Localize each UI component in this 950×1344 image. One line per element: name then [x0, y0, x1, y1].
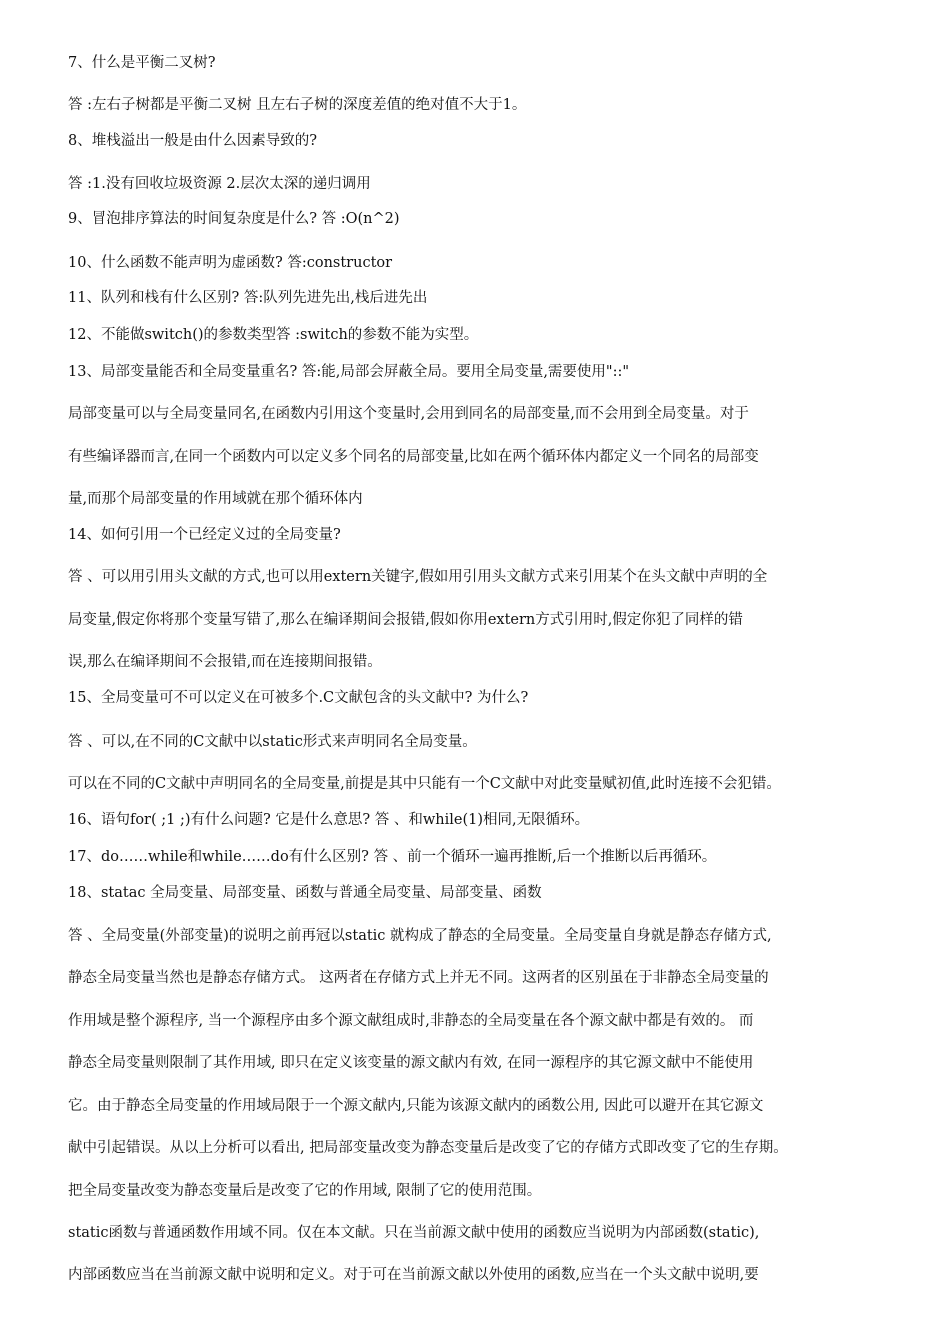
paragraph-line: 静态全局变量当然也是静态存储方式。 这两者在存储方式上并无不同。这两者的区别虽在于非静态全局变量的 [68, 970, 769, 986]
paragraph-line: 答 、可以用引用头文献的方式,也可以用extern关键字,假如用引用头文献方式来引用某个在头文献中声明的全 [68, 569, 768, 585]
paragraph-line: 内部函数应当在当前源文献中说明和定义。对于可在当前源文献以外使用的函数,应当在一个头文献中说明,要 [68, 1267, 759, 1283]
question-16: 16、语句for( ;1 ;)有什么问题? 它是什么意思? 答 、和while(1)相同,无限循环。 [68, 812, 590, 828]
question-13: 13、局部变量能否和全局变量重名? 答:能,局部会屏蔽全局。要用全局变量,需要使用"::" [68, 364, 630, 380]
answer-15: 答 、可以,在不同的C文献中以static形式来声明同名全局变量。 [68, 734, 477, 750]
question-11: 11、队列和栈有什么区别? 答:队列先进先出,栈后进先出 [68, 290, 428, 306]
paragraph-line: 献中引起错误。从以上分析可以看出, 把局部变量改变为静态变量后是改变了它的存储方式即改变了它的生存期。 [68, 1140, 788, 1156]
question-14: 14、如何引用一个已经定义过的全局变量? [68, 527, 341, 543]
paragraph-line: static函数与普通函数作用域不同。仅在本文献。只在当前源文献中使用的函数应当说明为内部函数(static), [68, 1225, 760, 1241]
question-9: 9、冒泡排序算法的时间复杂度是什么? 答 :O(n^2) [68, 211, 400, 227]
answer-7: 答 :左右子树都是平衡二叉树 且左右子树的深度差值的绝对值不大于1。 [68, 97, 527, 113]
question-18: 18、statac 全局变量、局部变量、函数与普通全局变量、局部变量、函数 [68, 885, 542, 901]
paragraph-line: 答 、全局变量(外部变量)的说明之前再冠以static 就构成了静态的全局变量。全局变量自身就是静态存储方式, [68, 928, 772, 944]
paragraph-line: 可以在不同的C文献中声明同名的全局变量,前提是其中只能有一个C文献中对此变量赋初值,此时连接不会犯错。 [68, 776, 781, 792]
question-17: 17、do……while和while……do有什么区别? 答 、前一个循环一遍再推断,后一个推断以后再循环。 [68, 849, 717, 865]
question-10: 10、什么函数不能声明为虚函数? 答:constructor [68, 255, 393, 271]
paragraph-line: 静态全局变量则限制了其作用域, 即只在定义该变量的源文献内有效, 在同一源程序的其它源文献中不能使用 [68, 1055, 754, 1071]
paragraph-line: 有些编译器而言,在同一个函数内可以定义多个同名的局部变量,比如在两个循环体内都定义一个同名的局部变 [68, 449, 759, 465]
question-8: 8、堆栈溢出一般是由什么因素导致的? [68, 133, 317, 149]
paragraph-line: 局部变量可以与全局变量同名,在函数内引用这个变量时,会用到同名的局部变量,而不会用到全局变量。对于 [68, 406, 749, 422]
paragraph-line: 作用域是整个源程序, 当一个源程序由多个源文献组成时,非静态的全局变量在各个源文献中都是有效的。 而 [68, 1013, 754, 1029]
paragraph-line: 误,那么在编译期间不会报错,而在连接期间报错。 [68, 654, 382, 670]
answer-8: 答 :1.没有回收垃圾资源 2.层次太深的递归调用 [68, 176, 371, 192]
question-7: 7、什么是平衡二叉树? [68, 55, 216, 71]
paragraph-line: 量,而那个局部变量的作用域就在那个循环体内 [68, 491, 363, 507]
question-15: 15、全局变量可不可以定义在可被多个.C文献包含的头文献中? 为什么? [68, 690, 529, 706]
paragraph-line: 局变量,假定你将那个变量写错了,那么在编译期间会报错,假如你用extern方式引用时,假定你犯了同样的错 [68, 612, 743, 628]
paragraph-line: 把全局变量改变为静态变量后是改变了它的作用域, 限制了它的使用范围。 [68, 1183, 542, 1199]
question-12: 12、不能做switch()的参数类型答 :switch的参数不能为实型。 [68, 327, 479, 343]
paragraph-line: 它。由于静态全局变量的作用域局限于一个源文献内,只能为该源文献内的函数公用, 因此可以避开在其它源文 [68, 1098, 764, 1114]
